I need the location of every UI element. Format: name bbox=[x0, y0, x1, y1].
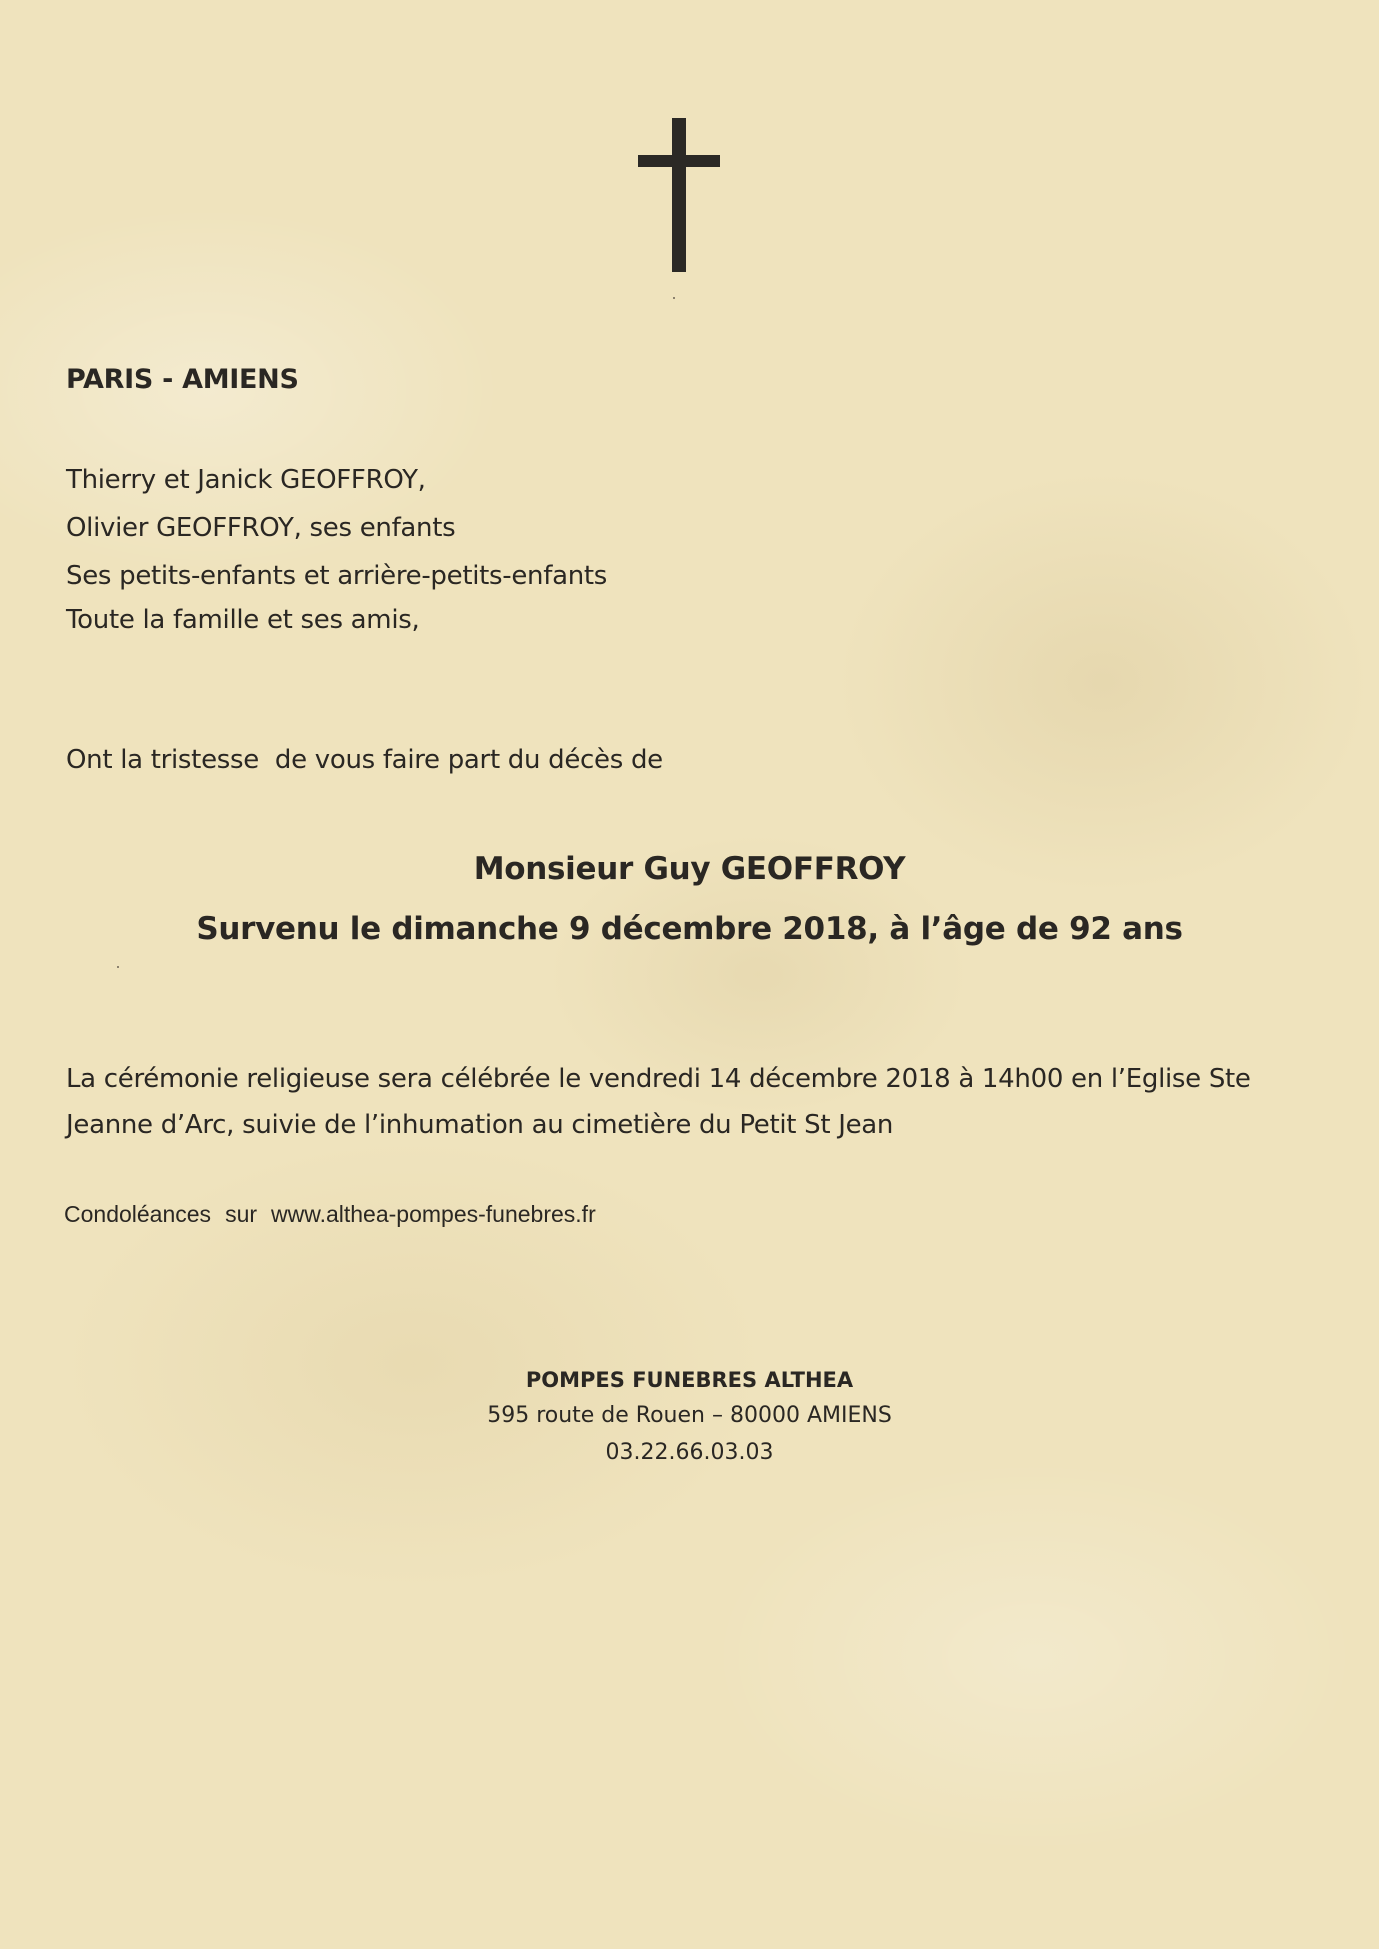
family-line: Ses petits-enfants et arrière-petits-enfants bbox=[66, 561, 608, 591]
funeral-home-phone: 03.22.66.03.03 bbox=[605, 1440, 774, 1465]
family-line: Thierry et Janick GEOFFROY, bbox=[66, 465, 426, 495]
announcement-intro: Ont la tristesse de vous faire part du décès de bbox=[66, 745, 663, 775]
ceremony-line-2: Jeanne d’Arc, suivie de l’inhumation au cimetière du Petit St Jean bbox=[66, 1110, 894, 1140]
location-heading: PARIS - AMIENS bbox=[66, 364, 299, 395]
cross-icon bbox=[638, 118, 720, 272]
condolences-label: Condoléances bbox=[64, 1201, 212, 1227]
deceased-date-line: Survenu le dimanche 9 décembre 2018, à l’âge de 92 ans bbox=[196, 911, 1183, 947]
deceased-name: Monsieur Guy GEOFFROY bbox=[473, 851, 906, 887]
paper-speck bbox=[673, 297, 675, 299]
family-line: Toute la famille et ses amis, bbox=[66, 605, 420, 635]
funeral-home-address: 595 route de Rouen – 80000 AMIENS bbox=[487, 1403, 892, 1428]
condolences-website-link[interactable]: www.althea-pompes-funebres.fr bbox=[271, 1201, 596, 1227]
funeral-home-name: POMPES FUNEBRES ALTHEA bbox=[525, 1368, 854, 1392]
condolences-line bbox=[64, 1200, 596, 1228]
paper-speck bbox=[117, 966, 119, 968]
ceremony-line-1: La cérémonie religieuse sera célébrée le vendredi 14 décembre 2018 à 14h00 en l’Eglise Ste bbox=[66, 1064, 1251, 1094]
condolences-word: sur bbox=[225, 1201, 258, 1227]
family-line: Olivier GEOFFROY, ses enfants bbox=[66, 513, 456, 543]
